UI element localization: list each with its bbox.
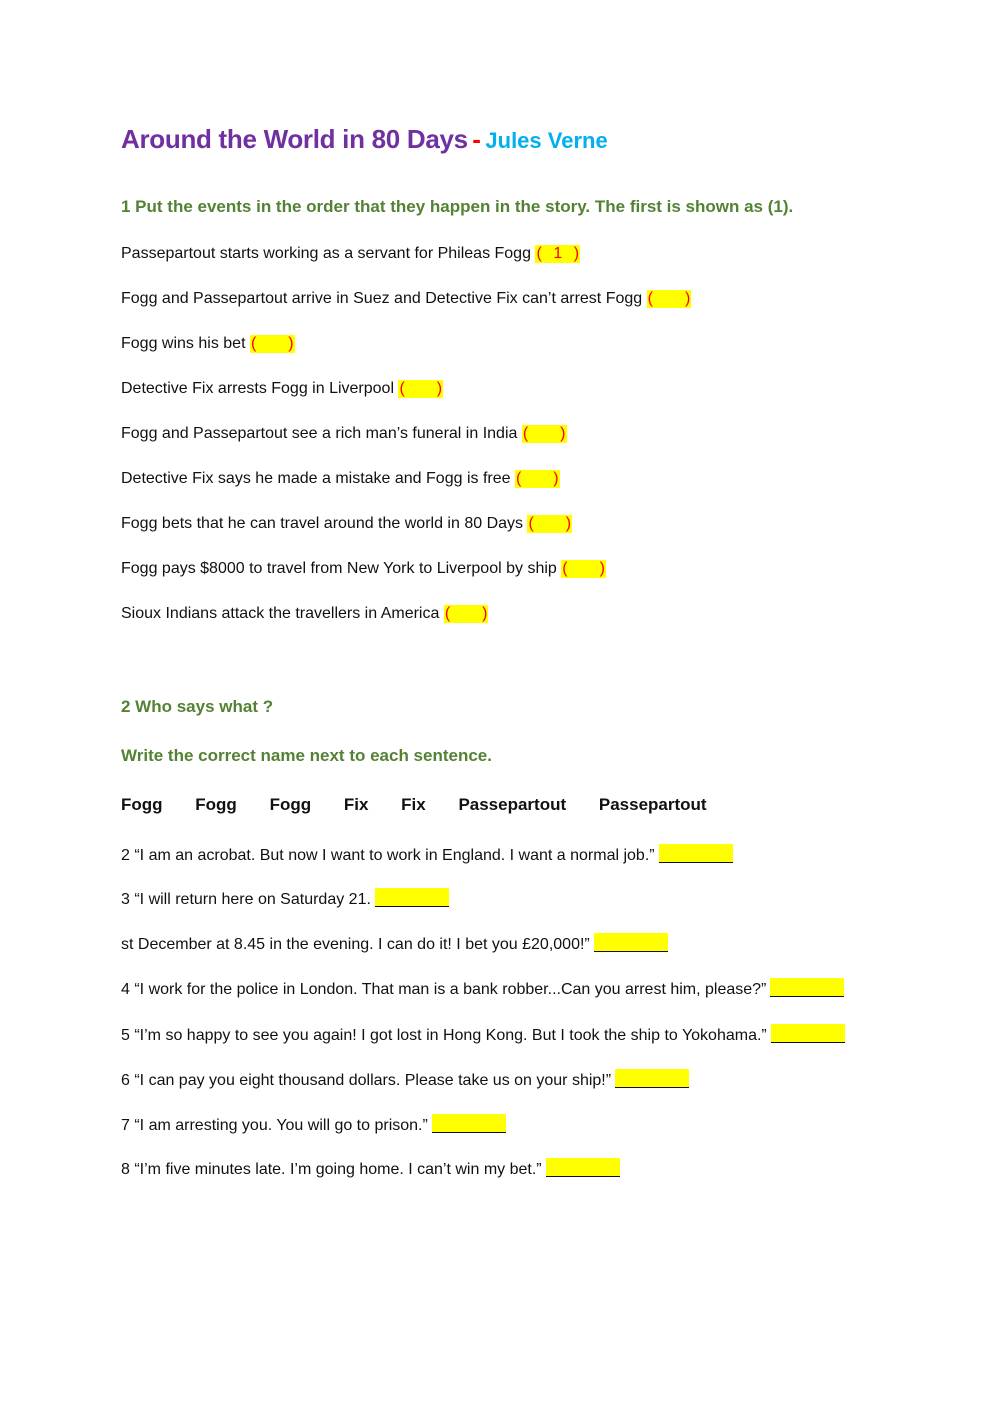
answer-blank[interactable] — [594, 933, 668, 952]
event-text: Fogg and Passepartout see a rich man’s funeral in India — [121, 425, 518, 442]
quote-item — [121, 844, 733, 865]
section1-heading: 1 Put the events in the order that they happen in the story. The first is shown as (1). — [121, 197, 794, 216]
order-answer-slot[interactable]: ( 1 ) — [536, 245, 580, 262]
name-bank — [121, 795, 735, 815]
event-item — [121, 560, 606, 578]
answer-blank[interactable] — [770, 978, 844, 997]
quote-item — [121, 1069, 689, 1090]
quote-item — [121, 1024, 845, 1045]
book-author: Jules Verne — [485, 128, 608, 153]
event-text: Fogg pays $8000 to travel from New York to Liverpool by ship — [121, 560, 557, 577]
name-option: Passepartout — [598, 795, 707, 814]
event-text: Fogg bets that he can travel around the world in 80 Days — [121, 515, 524, 532]
name-option: Fix — [401, 795, 426, 814]
quote-text: st December at 8.45 in the evening. I can do it! I bet you £20,000!” — [121, 936, 590, 953]
event-item — [121, 290, 691, 308]
event-item — [121, 425, 567, 443]
quote-text: 7 “I am arresting you. You will go to prison.” — [121, 1117, 428, 1134]
event-item — [121, 335, 295, 353]
event-text: Detective Fix says he made a mistake and Fogg is free — [121, 470, 511, 487]
order-answer-slot[interactable]: ( ) — [250, 335, 294, 352]
quote-item — [121, 1158, 620, 1179]
order-answer-slot[interactable]: ( ) — [528, 515, 572, 532]
answer-blank[interactable] — [615, 1069, 689, 1088]
quote-item — [121, 933, 668, 954]
event-text: Sioux Indians attack the travellers in America — [121, 605, 440, 622]
title-dash: - — [472, 124, 481, 154]
name-option: Fogg — [269, 795, 312, 814]
section2-instruction: Write the correct name next to each sentence. — [121, 746, 492, 765]
order-answer-slot[interactable]: ( ) — [522, 425, 566, 442]
event-text: Passepartout starts working as a servant for Phileas Fogg — [121, 245, 531, 262]
name-option: Fogg — [121, 795, 163, 814]
event-item — [121, 380, 443, 398]
event-text: Fogg wins his bet — [121, 335, 246, 352]
book-title: Around the World in 80 Days — [121, 124, 468, 154]
answer-blank[interactable] — [771, 1024, 845, 1043]
quote-text: 2 “I am an acrobat. But now I want to work in England. I want a normal job.” — [121, 847, 655, 864]
order-answer-slot[interactable]: ( ) — [515, 470, 559, 487]
answer-blank[interactable] — [432, 1114, 506, 1133]
answer-blank[interactable] — [546, 1158, 620, 1177]
worksheet-page — [121, 0, 921, 1413]
section2-heading: 2 Who says what ? — [121, 697, 274, 716]
order-answer-slot[interactable]: ( ) — [562, 560, 605, 577]
quote-item — [121, 888, 449, 909]
quote-text: 3 “I will return here on Saturday 21. — [121, 891, 371, 908]
event-item — [121, 245, 580, 263]
order-answer-slot[interactable]: ( ) — [399, 380, 443, 397]
quote-text: 6 “I can pay you eight thousand dollars. Please take us on your ship!” — [121, 1072, 612, 1089]
quote-text: 8 “I’m five minutes late. I’m going home. I can’t win my bet.” — [121, 1161, 542, 1178]
quote-text: 5 “I’m so happy to see you again! I got lost in Hong Kong. But I took the ship to Yokohama.” — [121, 1027, 767, 1044]
event-text: Fogg and Passepartout arrive in Suez and Detective Fix can’t arrest Fogg — [121, 290, 643, 307]
name-option: Fix — [343, 795, 369, 814]
quote-item — [121, 1114, 506, 1135]
answer-blank[interactable] — [659, 844, 733, 863]
event-item — [121, 470, 560, 488]
quote-item — [121, 978, 844, 999]
quote-text: 4 “I work for the police in London. That man is a bank robber...Can you arrest him, please?” — [121, 981, 767, 998]
order-answer-slot[interactable]: ( ) — [647, 290, 691, 307]
answer-blank[interactable] — [375, 888, 449, 907]
order-answer-slot[interactable]: ( ) — [444, 605, 488, 622]
event-item — [121, 515, 572, 533]
event-text: Detective Fix arrests Fogg in Liverpool — [121, 380, 394, 397]
name-option: Passepartout — [458, 795, 567, 814]
event-item — [121, 605, 488, 623]
name-option: Fogg — [195, 795, 237, 814]
worksheet-title — [121, 124, 608, 155]
